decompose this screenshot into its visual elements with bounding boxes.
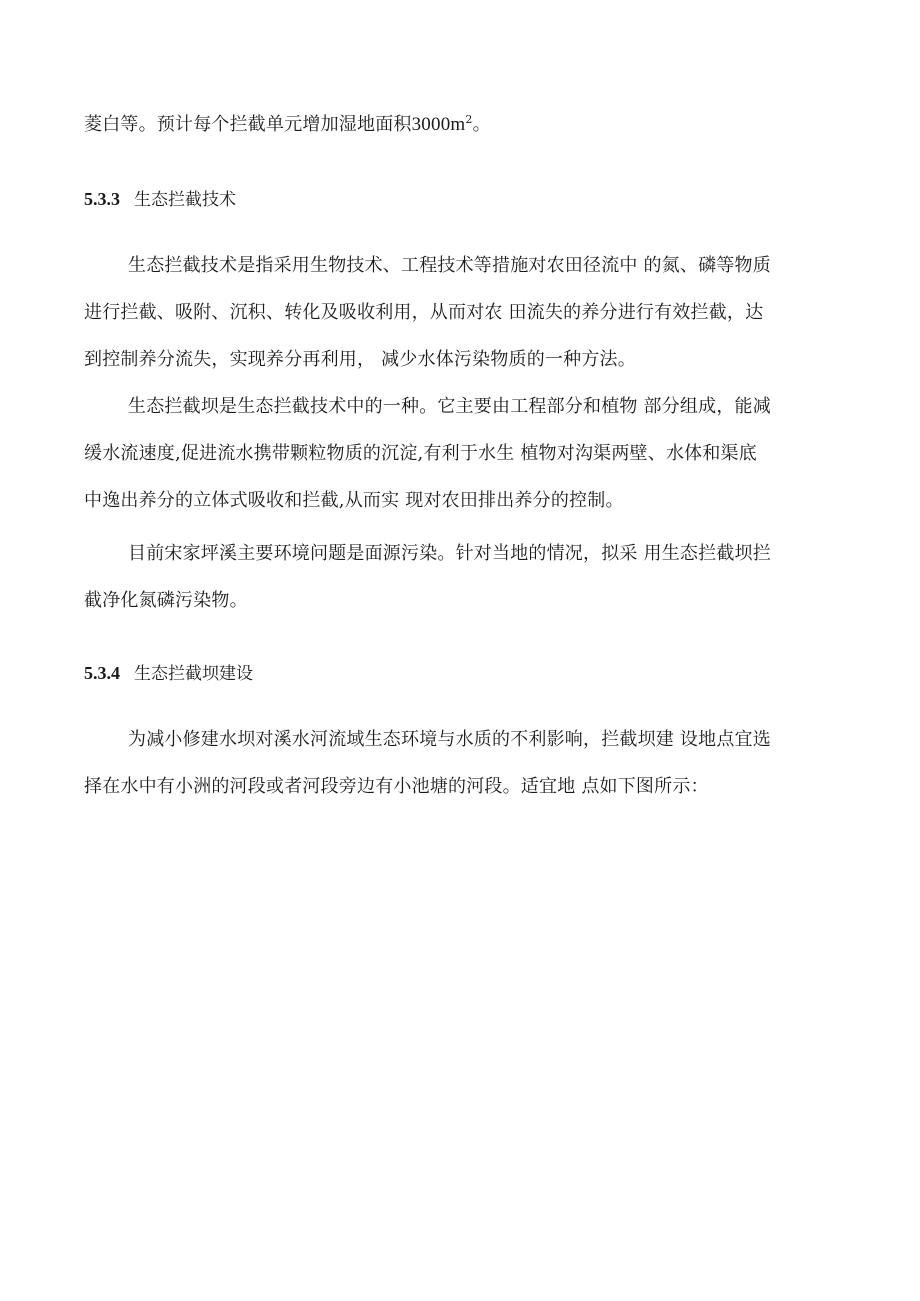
section-number: 5.3.4 [84, 663, 120, 683]
intro-period: 。 [472, 114, 491, 135]
paragraph-line: 目前宋家坪溪主要环境问题是面源污染。针对当地的情况，拟采 用生态拦截坝拦 [128, 543, 771, 564]
section-title: 生态拦截坝建设 [134, 664, 253, 684]
area-value: 3000m [411, 114, 466, 135]
paragraph-line: 截净化氮磷污染物。 [84, 590, 248, 611]
section-heading-534 [84, 662, 253, 685]
paragraph-line: 生态拦截技术是指采用生物技术、工程技术等措施对农田径流中 的氮、磷等物质 [128, 255, 771, 276]
paragraph-line: 缓水流速度,促进流水携带颗粒物质的沉淀,有利于水生 植物对沟渠两壁、水体和渠底 [84, 443, 757, 464]
section-number: 5.3.3 [84, 189, 120, 209]
paragraph-line: 中逸出养分的立体式吸收和拦截,从而实 现对农田排出养分的控制。 [84, 490, 624, 511]
paragraph-line: 择在水中有小洲的河段或者河段旁边有小池塘的河段。适宜地 点如下图所示： [84, 776, 709, 797]
section-title: 生态拦截技术 [134, 190, 236, 210]
section-heading-533 [84, 188, 236, 211]
paragraph-line: 为减小修建水坝对溪水河流域生态环境与水质的不利影响，拦截坝建 设地点宜选 [128, 729, 771, 750]
intro-text: 菱白等。预计每个拦截单元增加湿地面积 [84, 114, 412, 135]
intro-line [84, 114, 844, 136]
paragraph-line: 生态拦截坝是生态拦截技术中的一种。它主要由工程部分和植物 部分组成，能减 [128, 396, 771, 417]
paragraph-line: 进行拦截、吸附、沉积、转化及吸收利用，从而对农 田流失的养分进行有效拦截，达 [84, 302, 764, 323]
area-superscript: 2 [465, 113, 473, 126]
paragraph-line: 到控制养分流失，实现养分再利用， 减少水体污染物质的一种方法。 [84, 349, 636, 370]
